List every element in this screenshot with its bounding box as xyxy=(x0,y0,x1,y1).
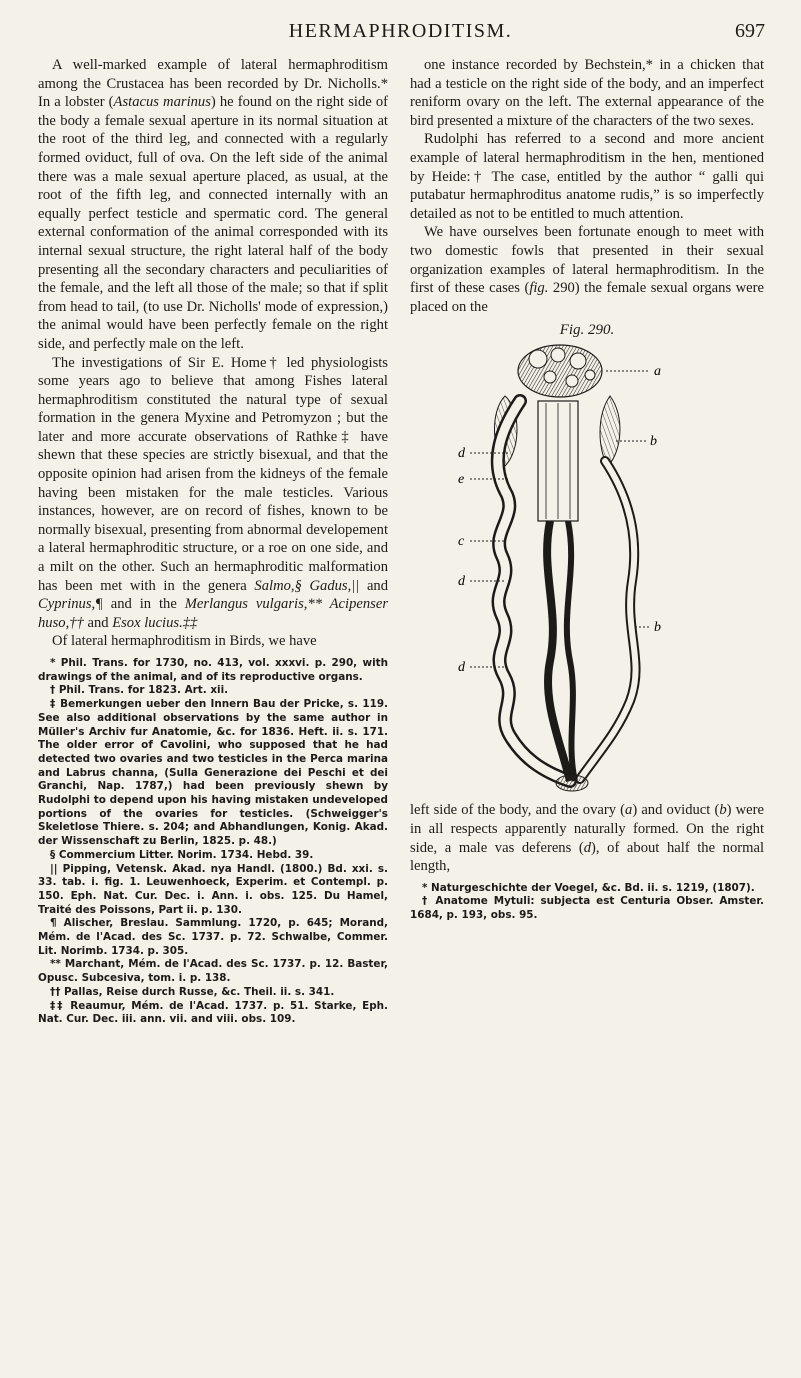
page-header xyxy=(0,20,801,50)
footnote: ‡ Bemerkungen ueber den Innern Bau der Pricke, s. 119. See also additional observations by the same author in Müller's Archiv fur Anatomie, &c. for 1836. Heft. ii. s. 171. The older error of Cavolini, who supposed that he had detected two ovaries and two testicles in the Perca marina and Labrus channa, (Sulla Generazione dei Peschi et dei Granchi, Nap. 1787,) had been previously shewn by Rudolphi to depend upon his having mistaken undeveloped portions of the ovaries for testicles. (Schweigger's Skeletlose Thiere. s. 204; and Abhandlungen, Konig. Akad. der Wissenschaft zu Berlin, 1825. p. 48.) xyxy=(38,698,388,848)
footnote: ‡‡ Reaumur, Mém. de l'Acad. 1737. p. 51. Starke, Eph. Nat. Cur. Dec. iii. ann. vii. and viii. obs. 109. xyxy=(38,999,388,1026)
anatomical-engraving xyxy=(410,341,764,793)
figure-290 xyxy=(410,322,764,797)
paragraph-fishes: The investigations of Sir E. Home† led physiologists some years ago to believe that among Fishes lateral hermaphroditism constituted the natural type of sexual formation in the genera Myxine and Petromyzon ; but the later and more accurate observations of Rathke‡ have shewn that these species are strictly bisexual, and that the opposite opinion had arisen from the kidneys of the female having been mistaken for the male testicles. Various instances, however, are on record of fishes, known to be normally bisexual, presenting from abnormal developement a lateral hermaphroditic structure, or a roe on one side, and a milt on the other. Such an hermaphroditic malformation has been met with in the genera Salmo,§ Gadus,|| and Cyprinus,¶ and in the Merlangus vulgaris,** Acipenser huso,†† and Esox lucius.‡‡ xyxy=(38,354,389,631)
label-d: d xyxy=(458,446,465,462)
cloaca xyxy=(556,775,588,791)
paragraph-birds-start: Of lateral hermaphroditism in Birds, we have xyxy=(52,633,317,650)
footnote: † Phil. Trans. for 1823. Art. xii. xyxy=(50,684,229,697)
footnote: †† Pallas, Reise durch Russe, &c. Theil. ii. s. 341. xyxy=(50,985,335,998)
label-b: b xyxy=(650,434,657,450)
paragraph-bechstein: one instance recorded by Bechstein,* in a chicken that had a testicle on the right side of the body, and an imperfect reniform ovary on the left. The external appearance of the bird presented a mixture of the characters of the two sexes. xyxy=(410,57,764,129)
footnote: † Anatome Mytuli: subjecta est Centuria Obser. Amster. 1684, p. 193, obs. 95. xyxy=(410,895,764,922)
label-d: d xyxy=(458,660,465,676)
paragraph-lobster: A well-marked example of lateral hermaphroditism among the Crustacea has been recorded by Dr. Nicholls.* In a lobster (Astacus marinus) he found on the right side of the body a female sexual aperture in its normal situation at the root of the third leg, and connected with a regularly formed oviduct, full of ova. On the left side of the animal there was a male sexual aperture placed, as usual, at the root of the fifth leg, and connected internally with an equally perfect testicle and spermatic cord. The general external conformation of the animal corresponded with its internal sexual structure, the right lateral half of the body presenting all the secondary characters and peculiarities of the female, and the left all those of the male; so that if split from head to tail, (to use Dr. Nicholls' mode of expression,) the animal would have been perfectly female on the right side, and perfectly male on the left. xyxy=(38,57,388,352)
label-a: a xyxy=(654,364,661,380)
footnote: * Naturgeschichte der Voegel, &c. Bd. ii. s. 1219, (1807). xyxy=(422,881,755,894)
right-body-text-continued xyxy=(410,801,764,875)
left-footnotes xyxy=(38,657,388,1027)
right-body-text xyxy=(410,56,764,316)
right-footnotes xyxy=(410,882,764,923)
ovary-cluster xyxy=(518,345,602,397)
figure-caption: Fig. 290. xyxy=(559,322,615,339)
left-body-text xyxy=(38,56,388,651)
label-c: c xyxy=(458,534,465,550)
running-title: HERMAPHRODITISM. xyxy=(288,20,513,42)
footnote: || Pipping, Vetensk. Akad. nya Handl. (1800.) Bd. xxi. s. 33. tab. i. fig. 1. Leuwenhoeck, Experim. et Contempl. p. 150. Eph. Nat. Cur. Dec. i. Ann. i. obs. 125. Du Hamel, Traité des Poissons, Part ii. p. 130. xyxy=(38,862,388,916)
paragraph-fowls: We have ourselves been fortunate enough to meet with two domestic fowls that presented in their sexual organization examples of lateral hermaphroditism. In the first of these cases (fig. 290) the female sexual organs were placed on the xyxy=(410,224,764,315)
footnote: ** Marchant, Mém. de l'Acad. des Sc. 1737. p. 12. Baster, Opusc. Subcesiva, tom. i. p. 138. xyxy=(38,958,388,985)
left-column xyxy=(38,56,388,1027)
paragraph-rudolphi: Rudolphi has referred to a second and more ancient example of lateral hermaphroditism in the hen, mentioned by Heide:† The case, entitled by the author “ galli qui putabatur hermaphroditus anatome rudis,” is so imperfectly detailed as not to be entitled to much attention. xyxy=(410,131,764,222)
label-e: e xyxy=(458,472,465,488)
footnote: § Commercium Litter. Norim. 1734. Hebd. 39. xyxy=(50,848,314,861)
footnote: * Phil. Trans. for 1730, no. 413, vol. xxxvi. p. 290, with drawings of the animal, and of its reproductive organs. xyxy=(38,657,388,683)
paragraph-fowl-description: left side of the body, and the ovary (a) and oviduct (b) were in all respects apparently naturally formed. On the right side, a male vas deferens (d), of about half the normal length, xyxy=(410,802,764,875)
label-d: d xyxy=(458,574,465,590)
footnote: ¶ Alischer, Breslau. Sammlung. 1720, p. 645; Morand, Mém. de l'Acad. des Sc. 1737. p. 72. Schwalbe, Commer. Lit. Norimb. 1734. p. 305. xyxy=(38,917,388,957)
label-b: b xyxy=(654,620,661,636)
page-number: 697 xyxy=(735,20,765,42)
right-column xyxy=(410,56,764,923)
